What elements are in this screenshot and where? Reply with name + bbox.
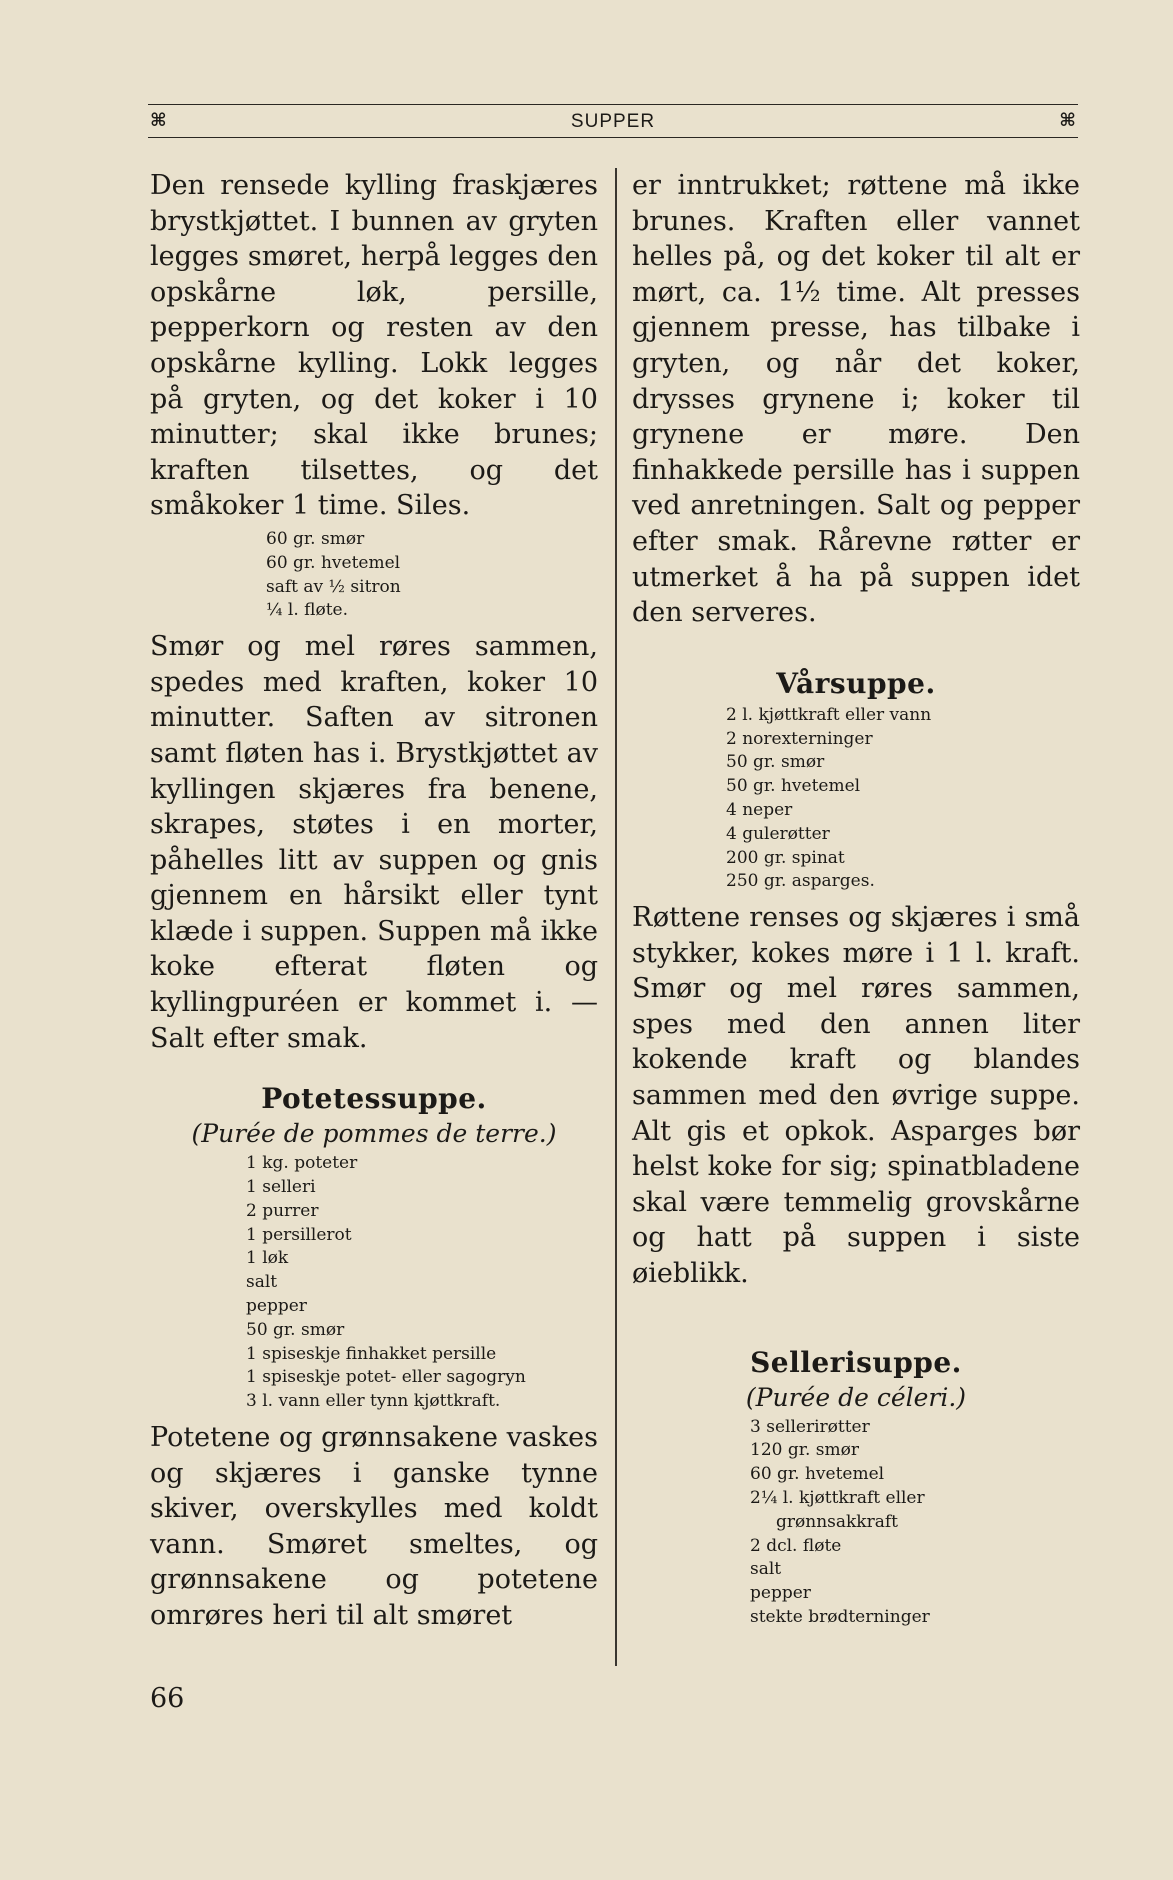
ingredient-list xyxy=(632,704,1080,894)
ingredient: 60 gr. smør xyxy=(266,528,365,549)
ingredient: ¼ l. fløte. xyxy=(266,600,348,621)
ingredient: grønnsakkraft xyxy=(776,1511,898,1532)
right-column xyxy=(632,168,1080,1636)
ingredient: 2¼ l. kjøttkraft eller xyxy=(750,1488,925,1509)
ingredient: 1 løk xyxy=(246,1248,289,1269)
paragraph: Potetene og grønnsakene vaskes og skjæres i ganske tynne skiver, overskylles med koldt vann. Smøret smeltes, og grønnsakene og potetene omrøres heri til alt smøret xyxy=(150,1422,598,1631)
ingredient: pepper xyxy=(750,1583,811,1604)
ingredient: 1 selleri xyxy=(246,1177,316,1198)
recipe-title: Potetessuppe. xyxy=(261,1082,487,1116)
ingredient: 50 gr. smør xyxy=(726,752,825,773)
ingredient: 2 dcl. fløte xyxy=(750,1535,842,1556)
ingredient-list xyxy=(632,1416,1080,1630)
ingredient: 250 gr. asparges. xyxy=(726,871,875,892)
running-header xyxy=(148,104,1078,138)
recipe-subtitle: (Purée de pommes de terre.) xyxy=(191,1119,557,1149)
ingredient: 1 spiseskje finhakket persille xyxy=(246,1343,497,1364)
left-column xyxy=(150,168,598,1634)
paragraph: Røttene renses og skjæres i små stykker, kokes møre i 1 l. kraft. Smør og mel røres sammen, spes med den annen liter kokende kraft og blandes sammen med den øvrige suppe. Alt gis et opkok. Asparges bør helst koke for sig; spinatbladene skal være temmelig grovskårne og hatt på suppen i siste øieblikk. xyxy=(632,902,1080,1290)
ingredient: 50 gr. hvetemel xyxy=(726,776,861,797)
ingredient: 1 spiseskje potet- eller sagogryn xyxy=(246,1367,526,1388)
ingredient: salt xyxy=(246,1272,278,1293)
paragraph: Smør og mel røres sammen, spedes med kraften, koker 10 minutter. Saften av sitronen samt fløten has i. Brystkjøttet av kyllingen skjæres fra benene, skrapes, støtes i en morter, påhelles litt av suppen og gnis gjennem en hårsikt eller tynt klæde i suppen. Suppen må ikke koke efterat fløten og kyllingpuréen er kommet i. — Salt efter smak. xyxy=(150,631,598,1054)
ornament-icon: ⌘ xyxy=(1059,110,1076,131)
ingredient: 3 sellerirøtter xyxy=(750,1416,870,1437)
ingredient: 4 gulerøtter xyxy=(726,823,830,844)
paragraph: er inntrukket; røttene må ikke brunes. Kraften eller vannet helles på, og det koker til alt er mørt, ca. 1½ time. Alt presses gjennem presse, has tilbake i gryten, og når det koker, drysses grynene i; koker til grynene er møre. Den finhakkede persille has i suppen ved anretningen. Salt og pepper efter smak. Rårevne røtter er utmerket å ha på suppen idet den serveres. xyxy=(632,170,1080,629)
recipe-title: Sellerisuppe. xyxy=(750,1345,962,1379)
ingredient: 200 gr. spinat xyxy=(726,847,845,868)
ingredient: 4 neper xyxy=(726,799,793,820)
section-title: SUPPER xyxy=(570,111,656,132)
ingredient: stekte brødterninger xyxy=(750,1607,930,1627)
ingredient: 2 norexterninger xyxy=(726,728,873,749)
column-divider xyxy=(615,168,617,1666)
paragraph: Den rensede kylling fraskjæres brystkjøttet. I bunnen av gryten legges smøret, herpå legges den opskårne løk, persille, pepperkorn og resten av den opskårne kylling. Lokk legges på gryten, og det koker i 10 minutter; skal ikke brunes; kraften tilsettes, og det småkoker 1 time. Siles. xyxy=(150,170,598,522)
recipe-subtitle: (Purée de céleri.) xyxy=(745,1382,967,1412)
ingredient-list xyxy=(150,1152,598,1414)
ingredient: pepper xyxy=(246,1296,307,1317)
ingredient: 1 kg. poteter xyxy=(246,1153,358,1174)
ornament-icon: ⌘ xyxy=(150,110,167,131)
ingredient: 50 gr. smør xyxy=(246,1319,345,1340)
ingredient: 3 l. vann eller tynn kjøttkraft. xyxy=(246,1391,501,1412)
ingredient: salt xyxy=(750,1559,782,1580)
page-number: 66 xyxy=(150,1683,185,1714)
ingredient: 120 gr. smør xyxy=(750,1440,860,1461)
ingredient: 60 gr. hvetemel xyxy=(266,552,401,573)
ingredient: 60 gr. hvetemel xyxy=(750,1464,885,1485)
recipe-title: Vårsuppe. xyxy=(776,666,936,700)
ingredient-list xyxy=(150,528,598,623)
ingredient: 1 persillerot xyxy=(246,1224,352,1245)
ingredient: 2 purrer xyxy=(246,1200,319,1221)
ingredient: 2 l. kjøttkraft eller vann xyxy=(726,704,932,725)
ingredient: saft av ½ sitron xyxy=(266,576,401,597)
